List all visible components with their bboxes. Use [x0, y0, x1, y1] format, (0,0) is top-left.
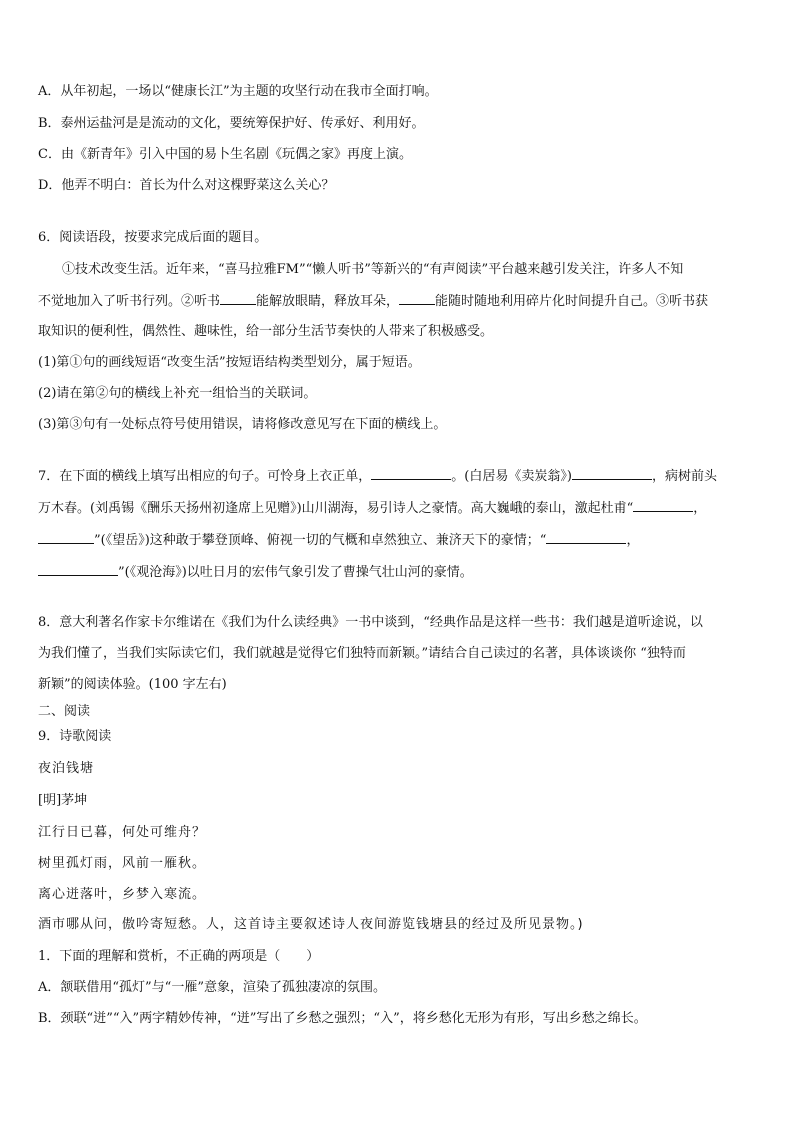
q7-4a: ”(《观沧海》)以吐日月的宏伟气象引发了曹操气壮山河的豪情。 — [118, 565, 473, 580]
q6-passage-2b: 能解放眼睛，释放耳朵， — [256, 294, 400, 309]
q5-option-b: B．泰州运盐河是是流动的文化，要统筹保护好、传承好、利用好。 — [38, 116, 425, 131]
poem-line-3: 离心迸落叶，乡梦入寒流。 — [38, 887, 207, 902]
q6-title: 6．阅读语段，按要求完成后面的题目。 — [38, 230, 268, 245]
q7-2b: ， — [693, 501, 707, 516]
section-heading: 二、阅读 — [38, 704, 91, 719]
q7-2a: 万木春。(刘禹锡《酬乐天扬州初逢席上见赠》)山川湖海，易引诗人之豪情。高大巍峨的泰山，激起杜甫“ — [38, 501, 634, 516]
blank-line — [38, 531, 94, 544]
poem-line-4: 酒市哪从问，傲吟寄短愁。人，这首诗主要叙述诗人夜间游览钱塘县的经过及所见景物。) — [38, 917, 584, 932]
q6-passage-2a: 不觉地加入了听书行列。②听书 — [38, 294, 221, 309]
q9-option-a: A．颔联借用“孤灯”与“一雁”意象，渲染了孤独凄凉的氛围。 — [38, 980, 386, 995]
q6-sub-3: (3)第③句有一处标点符号使用错误，请将修改意见写在下面的横线上。 — [38, 417, 447, 432]
q9-option-b: B．颈联“迸”“入”两字精妙传神，“迸”写出了乡愁之强烈；“入”，将乡愁化无形为有形，写出乡愁之绵长。 — [38, 1011, 647, 1026]
q5-option-a: A．从年初起，一场以“健康长江”为主题的攻坚行动在我市全面打响。 — [38, 84, 438, 99]
blank-line — [38, 563, 118, 576]
q5-option-d: D．他弄不明白：首长为什么对这棵野菜这么关心？ — [38, 178, 335, 193]
poem-line-1: 江行日已暮，何处可维舟？ — [38, 825, 207, 840]
blank-line — [371, 467, 451, 480]
q5-option-c: C．由《新青年》引入中国的易卜生名剧《玩偶之家》再度上演。 — [38, 147, 412, 162]
q6-passage-line-1: ①技术改变生活。近年来，“喜马拉雅FM”“懒人听书”等新兴的“有声阅读”平台越来越引发关注，许多人不知 — [62, 262, 684, 277]
blank-line — [572, 467, 652, 480]
q6-passage-line-2 — [38, 292, 708, 311]
q6-sub-1: (1)第①句的画线短语“改变生活”按短语结构类型划分，属于短语。 — [38, 355, 421, 370]
q6-passage-line-3: 取知识的便利性，偶然性、趣味性，给一部分生活节奏快的人带来了积极感受。 — [38, 324, 494, 339]
blank-line — [633, 499, 693, 512]
q9-title: 9．诗歌阅读 — [38, 729, 112, 744]
q8-line-1: 8．意大利著名作家卡尔维诺在《我们为什么读经典》一书中谈到，“经典作品是这样一些书：我们越是道听途说，以 — [38, 615, 703, 630]
q7-line-4 — [38, 563, 473, 582]
blank-line — [220, 292, 256, 305]
q9-sub-1: 1．下面的理解和赏析，不正确的两项是（ ） — [38, 949, 320, 964]
q8-line-3: 新颖”的阅读体验。(100 字左右) — [38, 677, 227, 692]
blank-line — [399, 292, 435, 305]
q7-3a: ”(《望岳》)这种敢于攀登顶峰、俯视一切的气概和卓然独立、兼济天下的豪情；“ — [94, 533, 547, 548]
q7-line-2 — [38, 499, 706, 518]
poem-author: [明]茅坤 — [38, 793, 88, 808]
q6-sub-2: (2)请在第②句的横线上补充一组恰当的关联词。 — [38, 386, 317, 401]
poem-line-2: 树里孤灯雨，风前一雁秋。 — [38, 856, 207, 871]
q7-1c: ，病树前头 — [651, 469, 717, 484]
blank-line — [546, 531, 626, 544]
q8-line-2: 为我们懂了，当我们实际读它们，我们就越是觉得它们独特而新颖。”请结合自己读过的名著，具体谈谈你 “独特而 — [38, 646, 686, 661]
poem-title: 夜泊钱塘 — [38, 761, 95, 776]
q6-passage-2c: 能随时随地利用碎片化时间提升自己。③听书获 — [435, 294, 709, 309]
q7-1b: 。(白居易《卖炭翁》) — [451, 469, 572, 484]
q7-1a: 7．在下面的横线上填写出相应的句子。可怜身上衣正单， — [38, 469, 372, 484]
q7-3b: ， — [626, 533, 640, 548]
q7-line-3 — [38, 531, 639, 550]
q7-line-1 — [38, 467, 717, 486]
